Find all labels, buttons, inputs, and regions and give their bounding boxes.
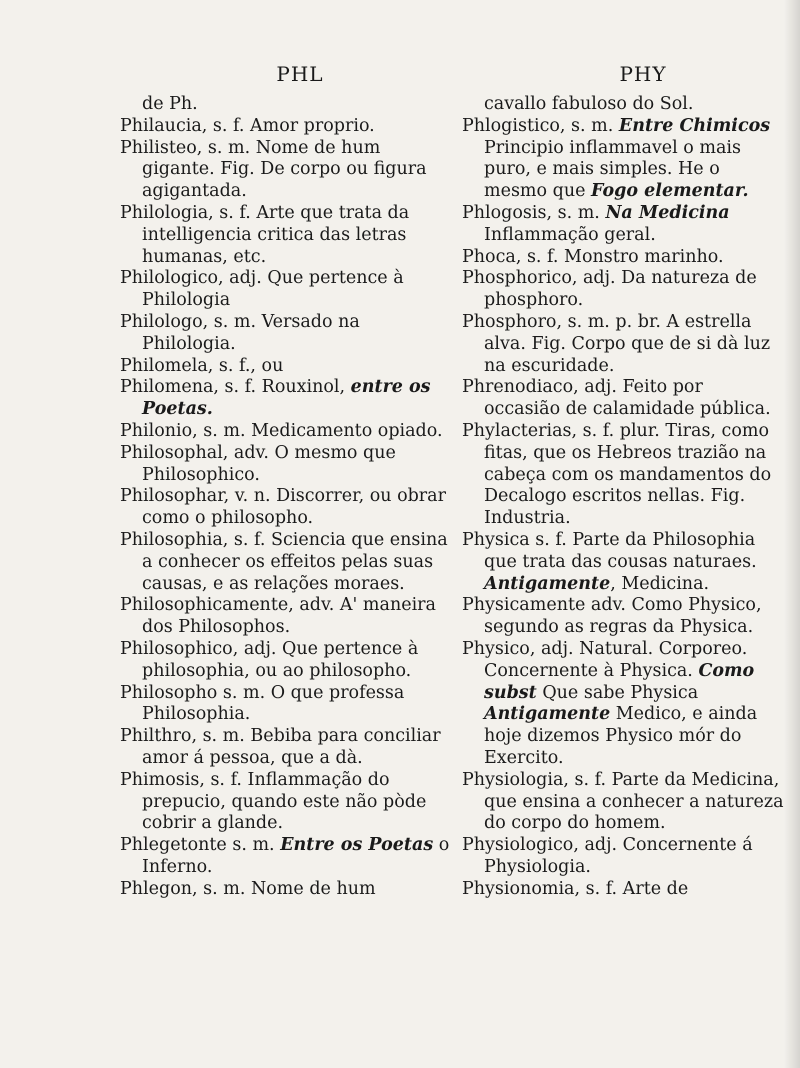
dictionary-entry — [462, 770, 784, 835]
entry-text: Phoca, s. f. Monstro marinho. — [462, 246, 724, 267]
dictionary-entry — [462, 421, 784, 530]
entry-text: Philisteo, s. m. Nome de hum gigante. Fig. De corpo ou figura agigantada. — [120, 137, 427, 202]
entry-text: Philosophal, adv. O mesmo que Philosophico. — [120, 442, 396, 485]
entry-italic-text: entre os Poetas. — [142, 377, 431, 420]
entry-text: cavallo fabuloso do Sol. — [484, 94, 694, 114]
page-edge-shadow — [784, 0, 800, 1068]
entry-text: Philosopho s. m. O que professa Philosophia. — [120, 682, 405, 725]
entry-text: Philosophia, s. f. Sciencia que ensina a conhecer os effeitos pelas suas causas, e as relações moraes. — [120, 529, 448, 594]
entry-text: Philosophico, adj. Que pertence à philosophia, ou ao philosopho. — [120, 638, 419, 681]
entry-text: Physiologia, s. f. Parte da Medicina, que ensina a conhecer a natureza do corpo do homem. — [462, 769, 784, 834]
entry-text: Physionomia, s. f. Arte de — [462, 878, 689, 899]
entry-text: Inflammação geral. — [484, 224, 656, 245]
entry-text: Phylacterias, s. f. plur. Tiras, como fitas, que os Hebreos trazião na cabeça com os mandamentos do Decalogo escritos nellas. Fig. Industria. — [462, 420, 772, 529]
left-column — [120, 60, 450, 900]
dictionary-entry — [462, 312, 784, 377]
dictionary-entry — [120, 421, 450, 443]
dictionary-entry — [462, 639, 784, 770]
entry-text: Philosophar, v. n. Discorrer, ou obrar como o philosopho. — [120, 486, 446, 529]
entry-text: Physicamente adv. Como Physico, segundo as regras da Physica. — [462, 595, 762, 638]
entry-italic-text: Na Medicina — [605, 202, 730, 223]
entry-italic-text: Antigamente — [484, 704, 611, 725]
dictionary-entry — [462, 879, 784, 901]
dictionary-entry — [120, 879, 450, 901]
dictionary-entry — [120, 377, 450, 421]
entry-text: Principio inflammavel o mais puro, e mais simples. He o mesmo que — [484, 137, 742, 202]
entry-text: Philaucia, s. f. Amor proprio. — [120, 115, 375, 136]
entry-text: Philologo, s. m. Versado na Philologia. — [120, 311, 360, 354]
right-column — [462, 60, 784, 900]
dictionary-entry — [120, 639, 450, 683]
dictionary-entry — [462, 94, 784, 116]
entry-text: Phlogistico, s. m. — [462, 115, 619, 136]
dictionary-entry — [462, 835, 784, 879]
dictionary-entry — [120, 683, 450, 727]
entry-text: Physico, adj. Natural. Corporeo. Concernente à Physica. — [462, 638, 748, 681]
left-entries — [120, 94, 450, 900]
entry-text: Medico, e ainda hoje dizemos Physico mór do Exercito. — [484, 704, 758, 768]
entry-italic-text: Entre os Poetas — [280, 835, 434, 856]
entry-text: Phimosis, s. f. Inflammação do prepucio, quando este não pòde cobrir a glande. — [120, 769, 427, 834]
dictionary-entry — [120, 138, 450, 203]
dictionary-entry — [120, 268, 450, 312]
right-running-head: PHY — [619, 62, 667, 86]
right-entries — [462, 94, 784, 900]
dictionary-entry — [120, 356, 450, 378]
entry-italic-text: Antigamente — [484, 573, 611, 594]
entry-text: Physiologico, adj. Concernente á Physiologia. — [462, 835, 753, 877]
entry-text: Philthro, s. m. Bebiba para conciliar amor á pessoa, que a dà. — [120, 726, 441, 768]
dictionary-entry — [462, 377, 784, 421]
entry-text: , Medicina. — [610, 573, 710, 594]
dictionary-entry — [120, 595, 450, 639]
dictionary-entry — [120, 443, 450, 487]
dictionary-entry — [120, 203, 450, 268]
entry-text: Phosphorico, adj. Da natureza de phosphoro. — [462, 268, 757, 311]
entry-text: Phrenodiaco, adj. Feito por occasião de calamidade pública. — [462, 377, 771, 420]
entry-italic-text: Entre Chimicos — [618, 115, 771, 136]
entry-text: Philologia, s. f. Arte que trata da intelligencia critica das letras humanas, etc. — [120, 202, 410, 267]
entry-italic-text: Como subst — [484, 660, 755, 703]
dictionary-entry — [462, 268, 784, 312]
entry-text: Philomela, s. f., ou — [120, 355, 284, 376]
entry-text: de Ph. — [142, 94, 198, 114]
dictionary-entry — [120, 726, 450, 770]
left-running-head: PHL — [276, 62, 324, 86]
entry-text: Philologico, adj. Que pertence à Philologia — [120, 268, 404, 311]
dictionary-entry — [462, 530, 784, 595]
dictionary-entry — [462, 203, 784, 247]
entry-text: Phlegetonte s. m. — [120, 835, 281, 856]
dictionary-entry — [120, 835, 450, 879]
entry-text: Philomena, s. f. Rouxinol, — [120, 377, 351, 398]
dictionary-entry — [462, 247, 784, 269]
entry-text: Phosphoro, s. m. p. br. A estrella alva. Fig. Corpo que de si dà luz na escuridade. — [462, 311, 771, 376]
entry-italic-text: Fogo elementar. — [591, 181, 749, 202]
entry-text: Philonio, s. m. Medicamento opiado. — [120, 420, 443, 441]
entry-text: Philosophicamente, adv. A' maneira dos Philosophos. — [120, 595, 436, 638]
entry-text: Phlegon, s. m. Nome de hum — [120, 878, 376, 899]
dictionary-entry — [120, 530, 450, 595]
entry-text: o Inferno. — [142, 835, 450, 877]
dictionary-entry — [120, 486, 450, 530]
entry-text: Physica s. f. Parte da Philosophia que trata das cousas naturaes. — [462, 529, 757, 572]
entry-text: Phlogosis, s. m. — [462, 202, 606, 223]
dictionary-entry — [120, 312, 450, 356]
dictionary-entry — [120, 116, 450, 138]
dictionary-entry — [462, 595, 784, 639]
entry-text: Que sabe Physica — [536, 682, 699, 703]
dictionary-entry — [120, 94, 450, 116]
dictionary-entry — [462, 116, 784, 203]
dictionary-entry — [120, 770, 450, 835]
